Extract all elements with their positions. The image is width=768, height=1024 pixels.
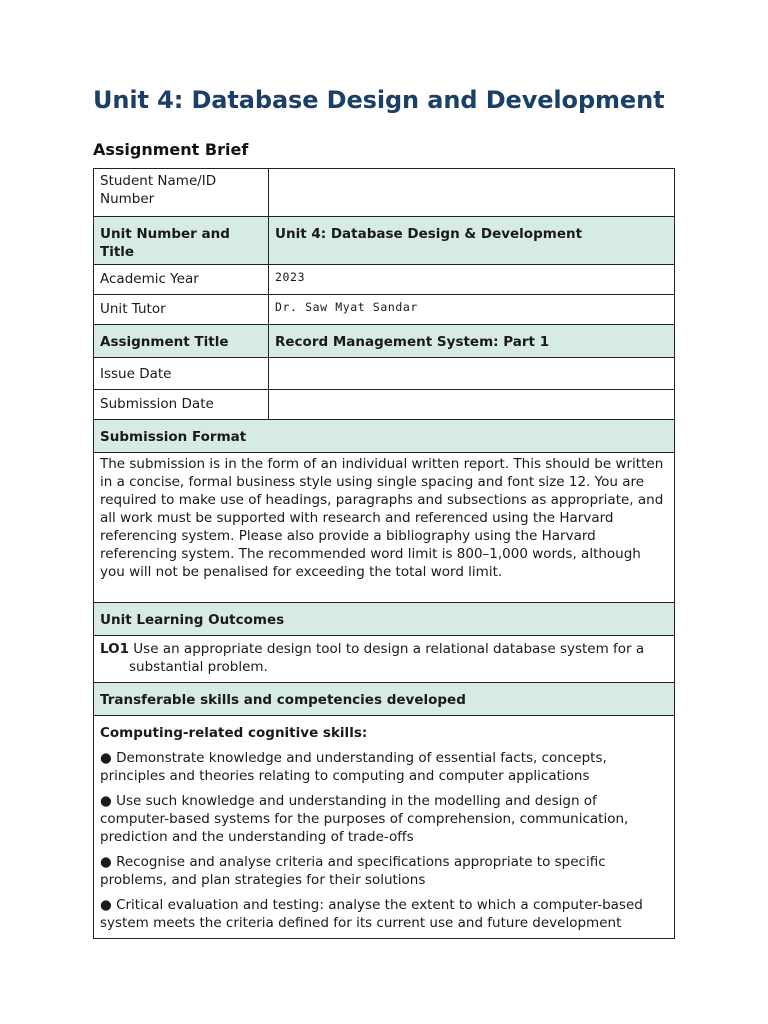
skills-body-row bbox=[94, 716, 675, 939]
learning-outcomes-heading-row bbox=[94, 603, 675, 636]
unit-tutor-value: Dr. Saw Myat Sandar bbox=[269, 295, 675, 325]
assignment-title-label: Assignment Title bbox=[94, 325, 269, 358]
learning-outcomes-cell bbox=[94, 636, 675, 683]
skill-bullet: ● Demonstrate knowledge and understanding of essential facts, concepts, principles and theories relating to computing and computer applications bbox=[100, 750, 607, 784]
submission-format-heading-row bbox=[94, 420, 675, 453]
unit-row bbox=[94, 217, 675, 265]
unit-tutor-label: Unit Tutor bbox=[94, 295, 269, 325]
submission-date-value bbox=[269, 390, 675, 420]
skills-heading-row bbox=[94, 683, 675, 716]
issue-date-row bbox=[94, 358, 675, 390]
submission-format-cell bbox=[94, 453, 675, 603]
academic-year-label: Academic Year bbox=[94, 265, 269, 295]
assignment-title-value: Record Management System: Part 1 bbox=[269, 325, 675, 358]
skills-cell bbox=[94, 716, 675, 939]
learning-outcomes-heading: Unit Learning Outcomes bbox=[94, 603, 675, 636]
unit-value: Unit 4: Database Design & Development bbox=[269, 217, 675, 265]
skills-subheading: Computing-related cognitive skills: bbox=[100, 725, 368, 741]
student-value bbox=[269, 169, 675, 217]
page-title: Unit 4: Database Design and Development bbox=[93, 86, 665, 114]
learning-outcome-code: LO1 bbox=[100, 641, 129, 657]
learning-outcome-text: Use an appropriate design tool to design a relational database system for a substantial problem. bbox=[129, 641, 645, 675]
learning-outcomes-body-row bbox=[94, 636, 675, 683]
academic-year-value: 2023 bbox=[269, 265, 675, 295]
submission-format-heading: Submission Format bbox=[94, 420, 675, 453]
learning-outcome-item bbox=[100, 640, 668, 676]
issue-date-label: Issue Date bbox=[94, 358, 269, 390]
submission-format-text: The submission is in the form of an individual written report. This should be written in a concise, formal business style using single spacing and font size 12. You are required to make use of headings, paragraphs and subsections as appropriate, and all work must be supported with research and referenced using the Harvard referencing system. Please also provide a bibliography using the Harvard referencing system. The recommended word limit is 800–1,000 words, although you will not be penalised for exceeding the total word limit. bbox=[100, 456, 664, 580]
assignment-brief-heading: Assignment Brief bbox=[93, 140, 249, 159]
skill-bullet: ● Use such knowledge and understanding in the modelling and design of computer-based systems for the purposes of comprehension, communication, prediction and the understanding of trade-offs bbox=[100, 793, 629, 845]
skill-bullet: ● Recognise and analyse criteria and specifications appropriate to specific problems, and plan strategies for their solutions bbox=[100, 854, 606, 888]
assignment-title-row bbox=[94, 325, 675, 358]
issue-date-value bbox=[269, 358, 675, 390]
submission-date-row bbox=[94, 390, 675, 420]
academic-year-row bbox=[94, 265, 675, 295]
student-row bbox=[94, 169, 675, 217]
skill-bullet: ● Critical evaluation and testing: analyse the extent to which a computer-based system meets the criteria defined for its current use and future development bbox=[100, 897, 643, 931]
unit-label: Unit Number and Title bbox=[94, 217, 269, 265]
unit-tutor-row bbox=[94, 295, 675, 325]
submission-format-body-row bbox=[94, 453, 675, 603]
assignment-brief-table bbox=[93, 168, 675, 939]
student-label: Student Name/ID Number bbox=[94, 169, 269, 217]
skills-heading: Transferable skills and competencies developed bbox=[94, 683, 675, 716]
submission-date-label: Submission Date bbox=[94, 390, 269, 420]
